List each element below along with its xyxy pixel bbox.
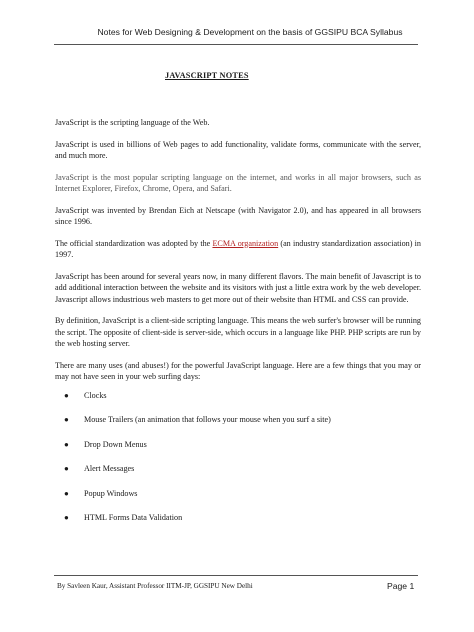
list-item bbox=[55, 488, 421, 513]
list-item bbox=[55, 463, 421, 488]
list-item bbox=[55, 439, 421, 464]
page-header: Notes for Web Designing & Development on the basis of GGSIPU BCA Syllabus bbox=[97, 27, 403, 37]
uses-list bbox=[55, 390, 421, 537]
list-item-label: Drop Down Menus bbox=[84, 439, 147, 449]
ecma-organization-link[interactable]: ECMA organization bbox=[212, 238, 279, 248]
document-title: JAVASCRIPT NOTES bbox=[165, 71, 249, 80]
bullet-icon: ● bbox=[64, 390, 69, 400]
list-item-label: Mouse Trailers (an animation that follows your mouse when you surf a site) bbox=[84, 415, 331, 424]
bullet-icon: ● bbox=[64, 415, 69, 424]
list-item-label: Clocks bbox=[84, 390, 107, 400]
bullet-icon: ● bbox=[64, 464, 69, 473]
bullet-icon: ● bbox=[64, 488, 69, 498]
footer-author: By Savleen Kaur, Assistant Professor IITM-JP, GGSIPU New Delhi bbox=[57, 582, 253, 590]
paragraph-standardization bbox=[55, 238, 421, 261]
paragraph-usage: JavaScript is used in billions of Web pages to add functionality, validate forms, communicate with the server, and much more. bbox=[55, 139, 421, 160]
list-item-label: Popup Windows bbox=[84, 488, 138, 498]
paragraph-intro: JavaScript is the scripting language of the Web. bbox=[55, 118, 210, 127]
paragraph-popularity: JavaScript is the most popular scripting language on the internet, and works in all major browsers, such as Internet Explorer, Firefox, Chrome, Opera, and Safari. bbox=[55, 172, 421, 193]
list-item bbox=[55, 390, 421, 415]
bullet-icon: ● bbox=[64, 513, 69, 522]
standardization-text-before: The official standardization was adopted by the bbox=[55, 238, 213, 248]
list-item bbox=[55, 512, 421, 537]
footer-divider bbox=[54, 575, 418, 576]
bullet-icon: ● bbox=[64, 439, 69, 449]
header-divider bbox=[54, 44, 418, 45]
paragraph-definition: By definition, JavaScript is a client-side scripting language. This means the web surfer's browser will be running the script. The opposite of client-side is server-side, which occurs in a language like PHP. PHP scripts are run by the web hosting server. bbox=[55, 316, 421, 348]
paragraph-uses-intro: There are many uses (and abuses!) for the powerful JavaScript language. Here are a few things that you may or may not have seen in your web surfing days: bbox=[55, 360, 421, 381]
list-item-label: Alert Messages bbox=[84, 464, 135, 473]
list-item bbox=[55, 414, 421, 439]
paragraph-history: JavaScript was invented by Brendan Eich at Netscape (with Navigator 2.0), and has appeared in all browsers since 1996. bbox=[55, 205, 421, 226]
page-number: Page 1 bbox=[387, 581, 415, 591]
list-item-label: HTML Forms Data Validation bbox=[84, 513, 183, 522]
standardization-text-after: (an industry standardization association) in 1997. bbox=[55, 238, 421, 259]
document-body bbox=[55, 117, 421, 537]
paragraph-benefits: JavaScript has been around for several years now, in many different flavors. The main benefit of Javascript is to add additional interaction between the website and its visitors with just a little extra work by the web developer. Javascript allows industrious web masters to get more out of their website than HTML and CSS can provide. bbox=[55, 271, 421, 304]
